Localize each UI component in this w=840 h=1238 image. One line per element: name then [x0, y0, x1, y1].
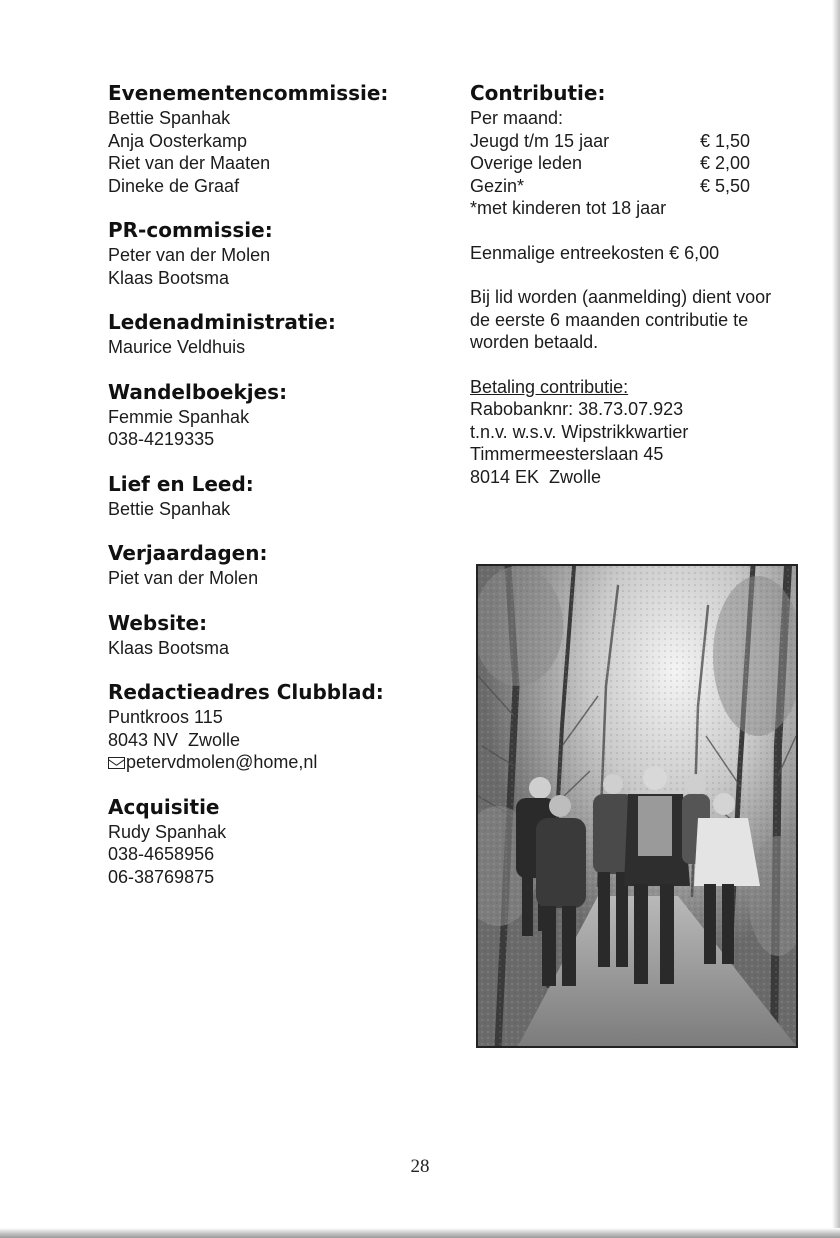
- aanmelding-text: de eerste 6 maanden contributie te: [470, 309, 749, 330]
- heading-verjaardagen: Verjaardagen:: [108, 541, 268, 565]
- member-name: Dineke de Graaf: [108, 175, 240, 196]
- account-holder: t.n.v. w.s.v. Wipstrikkwartier: [470, 421, 689, 442]
- forest-walk-illustration: [478, 566, 796, 1046]
- member-name: Peter van der Molen: [108, 245, 271, 265]
- member-name: Bettie Spanhak: [108, 498, 231, 519]
- section-redactieadres: [108, 679, 448, 774]
- member-name: Klaas Bootsma: [108, 637, 230, 658]
- envelope-icon: [108, 757, 125, 769]
- heading-website: Website:: [108, 610, 208, 635]
- page-edge-shadow: [832, 0, 840, 1238]
- member-name: Maurice Veldhuis: [108, 337, 246, 357]
- bank-number: Rabobanknr: 38.73.07.923: [470, 399, 684, 419]
- heading-redactieadres: Redactieadres Clubblad:: [108, 680, 384, 704]
- heading-evenementencommissie: Evenementencommissie:: [108, 81, 389, 105]
- heading-contributie: Contributie:: [470, 81, 606, 105]
- address-street: Timmermeesterslaan 45: [470, 444, 664, 464]
- fee-row-gezin: [470, 175, 750, 198]
- member-name: Anja Oosterkamp: [108, 130, 248, 151]
- heading-ledenadministratie: Ledenadministratie:: [108, 310, 336, 334]
- fee-footnote: *met kinderen tot 18 jaar: [470, 198, 667, 218]
- fee-label: Jeugd t/m 15 jaar: [470, 130, 610, 151]
- section-evenementencommissie: [108, 80, 448, 197]
- walkers-photo: [476, 564, 798, 1048]
- member-name: Femmie Spanhak: [108, 406, 250, 427]
- left-column: [108, 80, 448, 908]
- phone-number: 038-4658956: [108, 844, 215, 864]
- section-website: [108, 610, 448, 660]
- member-name: Rudy Spanhak: [108, 821, 227, 842]
- phone-number: 038-4219335: [108, 429, 215, 449]
- section-pr-commissie: [108, 217, 448, 289]
- fee-amount: € 1,50: [699, 130, 750, 151]
- phone-number: 06-38769875: [108, 866, 215, 887]
- entree-kosten: Eenmalige entreekosten € 6,00: [470, 242, 720, 263]
- section-lief-en-leed: [108, 471, 448, 521]
- per-maand-label: Per maand:: [470, 108, 564, 128]
- section-acquisitie: [108, 794, 448, 889]
- heading-acquisitie: Acquisitie: [108, 794, 220, 819]
- member-name: Piet van der Molen: [108, 568, 259, 588]
- page-number: 28: [410, 1156, 430, 1177]
- heading-pr-commissie: PR-commissie:: [108, 218, 273, 242]
- fee-label: Gezin*: [470, 175, 525, 196]
- fee-amount: € 5,50: [699, 175, 750, 196]
- fee-row-overige: [470, 152, 750, 175]
- address-postcode: 8043 NV Zwolle: [108, 729, 241, 750]
- right-column: [470, 80, 800, 488]
- heading-wandelboekjes: Wandelboekjes:: [108, 379, 288, 404]
- aanmelding-text: Bij lid worden (aanmelding) dient voor: [470, 287, 772, 307]
- aanmelding-text: worden betaald.: [470, 332, 599, 352]
- heading-betaling-contributie: Betaling contributie:: [470, 376, 629, 397]
- section-ledenadministratie: [108, 309, 448, 359]
- fee-amount: € 2,00: [699, 153, 750, 173]
- member-name: Bettie Spanhak: [108, 108, 231, 128]
- member-name: Riet van der Maaten: [108, 153, 271, 173]
- email-address[interactable]: petervdmolen@home,nl: [126, 752, 318, 772]
- fee-row-jeugd: [470, 130, 750, 153]
- address-postcode: 8014 EK Zwolle: [470, 466, 602, 487]
- section-wandelboekjes: [108, 379, 448, 451]
- address-street: Puntkroos 115: [108, 707, 223, 727]
- page-bottom-shadow: [0, 1228, 840, 1238]
- member-name: Klaas Bootsma: [108, 267, 230, 288]
- section-verjaardagen: [108, 540, 448, 590]
- email-line: [108, 751, 448, 774]
- fee-label: Overige leden: [470, 153, 583, 173]
- heading-lief-en-leed: Lief en Leed:: [108, 471, 254, 496]
